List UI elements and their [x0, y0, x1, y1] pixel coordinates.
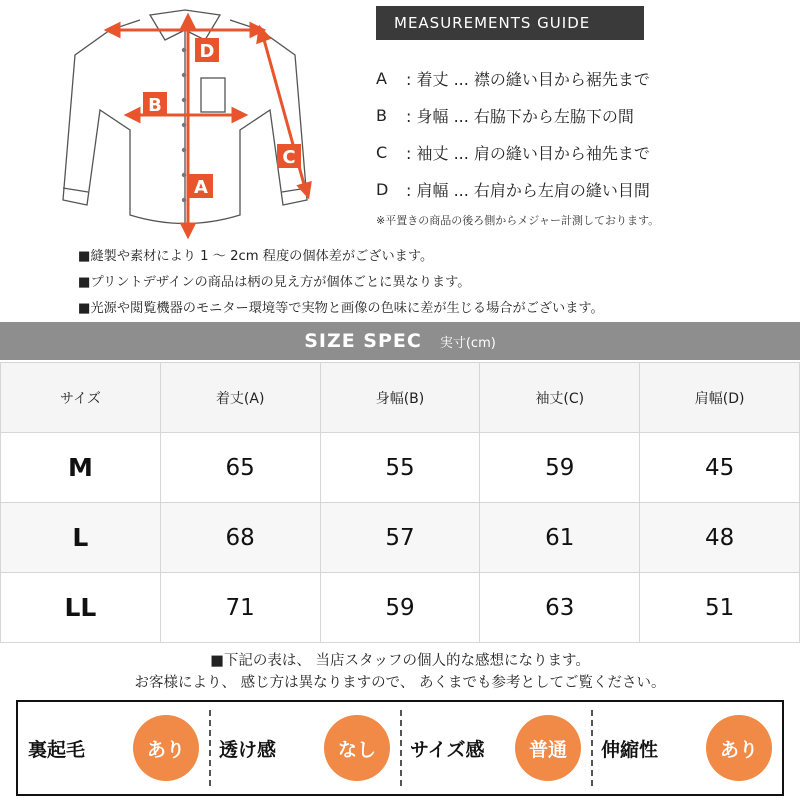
label-b: B	[148, 95, 162, 116]
shirt-diagram	[55, 0, 335, 240]
disclaimers	[78, 244, 778, 322]
value-cell: 57	[320, 503, 480, 573]
size-spec-unit: 実寸(cm)	[439, 335, 496, 351]
size-cell: L	[1, 503, 161, 573]
column-header: 肩幅(D)	[640, 363, 800, 433]
staff-note	[0, 650, 800, 694]
staff-note-line: ■下記の表は、 当店スタッフの個人的な感想になります。	[210, 653, 590, 669]
guide-key: A	[376, 69, 387, 88]
value-cell: 59	[480, 433, 640, 503]
guide-row-d	[376, 171, 796, 208]
feel-label: サイズ感	[410, 738, 485, 761]
feel-label: 透け感	[219, 738, 277, 761]
feel-label: 伸縮性	[601, 738, 659, 761]
column-header: 着丈(A)	[160, 363, 320, 433]
feel-item-stretch	[591, 702, 782, 794]
feel-item-fit	[400, 702, 591, 794]
value-cell: 63	[480, 573, 640, 643]
guide-key: C	[376, 143, 388, 162]
staff-note-line: お客様により、 感じ方は異なりますので、 あくまでも参考としてご覧ください。	[134, 675, 666, 691]
guide-key: B	[376, 106, 387, 125]
guide-title: MEASUREMENTS GUIDE	[376, 6, 644, 40]
size-spec-title: SIZE SPEC	[304, 330, 422, 352]
guide-note: ※平置きの商品の後ろ側からメジャー計測しております。	[376, 214, 660, 227]
guide-text: : 着丈 ... 襟の縫い目から裾先まで	[406, 70, 650, 89]
value-cell: 59	[320, 573, 480, 643]
value-cell: 51	[640, 573, 800, 643]
feel-item-fleece	[18, 702, 209, 794]
value-cell: 45	[640, 433, 800, 503]
value-cell: 48	[640, 503, 800, 573]
guide-list	[376, 60, 796, 208]
guide-text: : 身幅 ... 右脇下から左脇下の間	[406, 107, 634, 126]
value-cell: 61	[480, 503, 640, 573]
label-c: C	[282, 147, 296, 168]
feel-label: 裏起毛	[28, 738, 86, 761]
feel-badge: あり	[706, 715, 772, 781]
size-cell: LL	[1, 573, 161, 643]
disclaimer-item: ■光源や閲覧機器のモニター環境等で実物と画像の色味に差が生じる場合がございます。	[78, 301, 604, 316]
guide-row-a	[376, 60, 796, 97]
column-header: サイズ	[1, 363, 161, 433]
guide-row-b	[376, 97, 796, 134]
size-spec-band	[0, 322, 800, 360]
value-cell: 65	[160, 433, 320, 503]
shirt-illustration	[55, 0, 335, 240]
feel-badge: 普通	[515, 715, 581, 781]
guide-key: D	[376, 180, 389, 199]
table-row	[1, 433, 800, 503]
table-row	[1, 573, 800, 643]
guide-text: : 袖丈 ... 肩の縫い目から袖先まで	[406, 144, 650, 163]
feel-badge: あり	[133, 715, 199, 781]
disclaimer-item: ■縫製や素材により 1 〜 2cm 程度の個体差がございます。	[78, 249, 434, 264]
guide-row-c	[376, 134, 796, 171]
size-table	[0, 362, 800, 643]
feel-ratings	[16, 700, 784, 796]
label-a: A	[194, 177, 208, 198]
label-d: D	[199, 41, 215, 62]
value-cell: 68	[160, 503, 320, 573]
size-cell: M	[1, 433, 161, 503]
table-header-row	[1, 363, 800, 433]
value-cell: 55	[320, 433, 480, 503]
disclaimer-item: ■プリントデザインの商品は柄の見え方が個体ごとに異なります。	[78, 275, 471, 290]
column-header: 身幅(B)	[320, 363, 480, 433]
guide-text: : 肩幅 ... 右肩から左肩の縫い目間	[406, 181, 650, 200]
feel-badge: なし	[324, 715, 390, 781]
value-cell: 71	[160, 573, 320, 643]
table-row	[1, 503, 800, 573]
column-header: 袖丈(C)	[480, 363, 640, 433]
feel-item-sheerness	[209, 702, 400, 794]
